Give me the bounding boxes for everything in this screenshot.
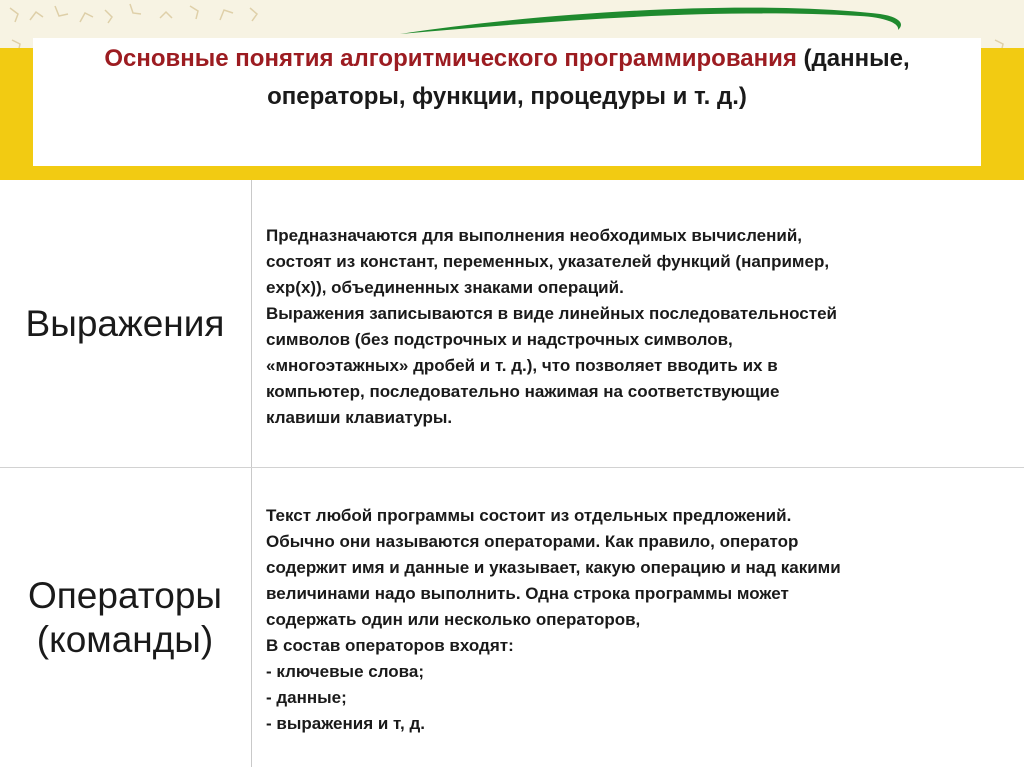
row-label-text: Выражения bbox=[25, 302, 225, 344]
text-line: Выражения записываются в виде линейных последовательностей bbox=[266, 304, 837, 323]
text-line: - выражения и т, д. bbox=[266, 714, 426, 733]
text-line: Текст любой программы состоит из отдельных предложений. bbox=[266, 506, 792, 525]
text-line: содержит имя и данные и указывает, какую операцию и над какими bbox=[266, 558, 841, 577]
row-label-expressions bbox=[0, 180, 250, 467]
row-label-text: Операторы bbox=[27, 574, 222, 616]
text-line: - данные; bbox=[266, 688, 347, 707]
slide-title bbox=[33, 40, 981, 116]
title-accent: Основные понятия алгоритмического программирования bbox=[104, 45, 797, 72]
row-text-operators bbox=[266, 503, 1006, 737]
table-column-divider bbox=[251, 180, 252, 767]
text-line: В состав операторов входят: bbox=[266, 636, 514, 655]
text-line: состоят из констант, переменных, указателей функций (например, bbox=[266, 252, 830, 271]
text-line: exp(x)), объединенных знаками операций. bbox=[266, 278, 624, 297]
text-line: величинами надо выполнить. Одна строка программы может bbox=[266, 584, 789, 603]
text-line: - ключевые слова; bbox=[266, 662, 424, 681]
row-text-expressions bbox=[266, 223, 1006, 431]
text-line: Обычно они называются операторами. Как правило, оператор bbox=[266, 532, 799, 551]
text-line: Предназначаются для выполнения необходимых вычислений, bbox=[266, 226, 803, 245]
row-label-operators bbox=[0, 468, 250, 767]
text-line: символов (без подстрочных и надстрочных символов, bbox=[266, 330, 733, 349]
row-label-text: (команды) bbox=[36, 618, 214, 660]
text-line: содержать один или несколько операторов, bbox=[266, 610, 641, 629]
text-line: клавиши клавиатуры. bbox=[266, 408, 453, 427]
title-rest: (данные, операторы, функции, процедуры и т. д.) bbox=[267, 45, 910, 110]
text-line: «многоэтажных» дробей и т. д.), что позволяет вводить их в bbox=[266, 356, 778, 375]
text-line: компьютер, последовательно нажимая на соответствующие bbox=[266, 382, 780, 401]
